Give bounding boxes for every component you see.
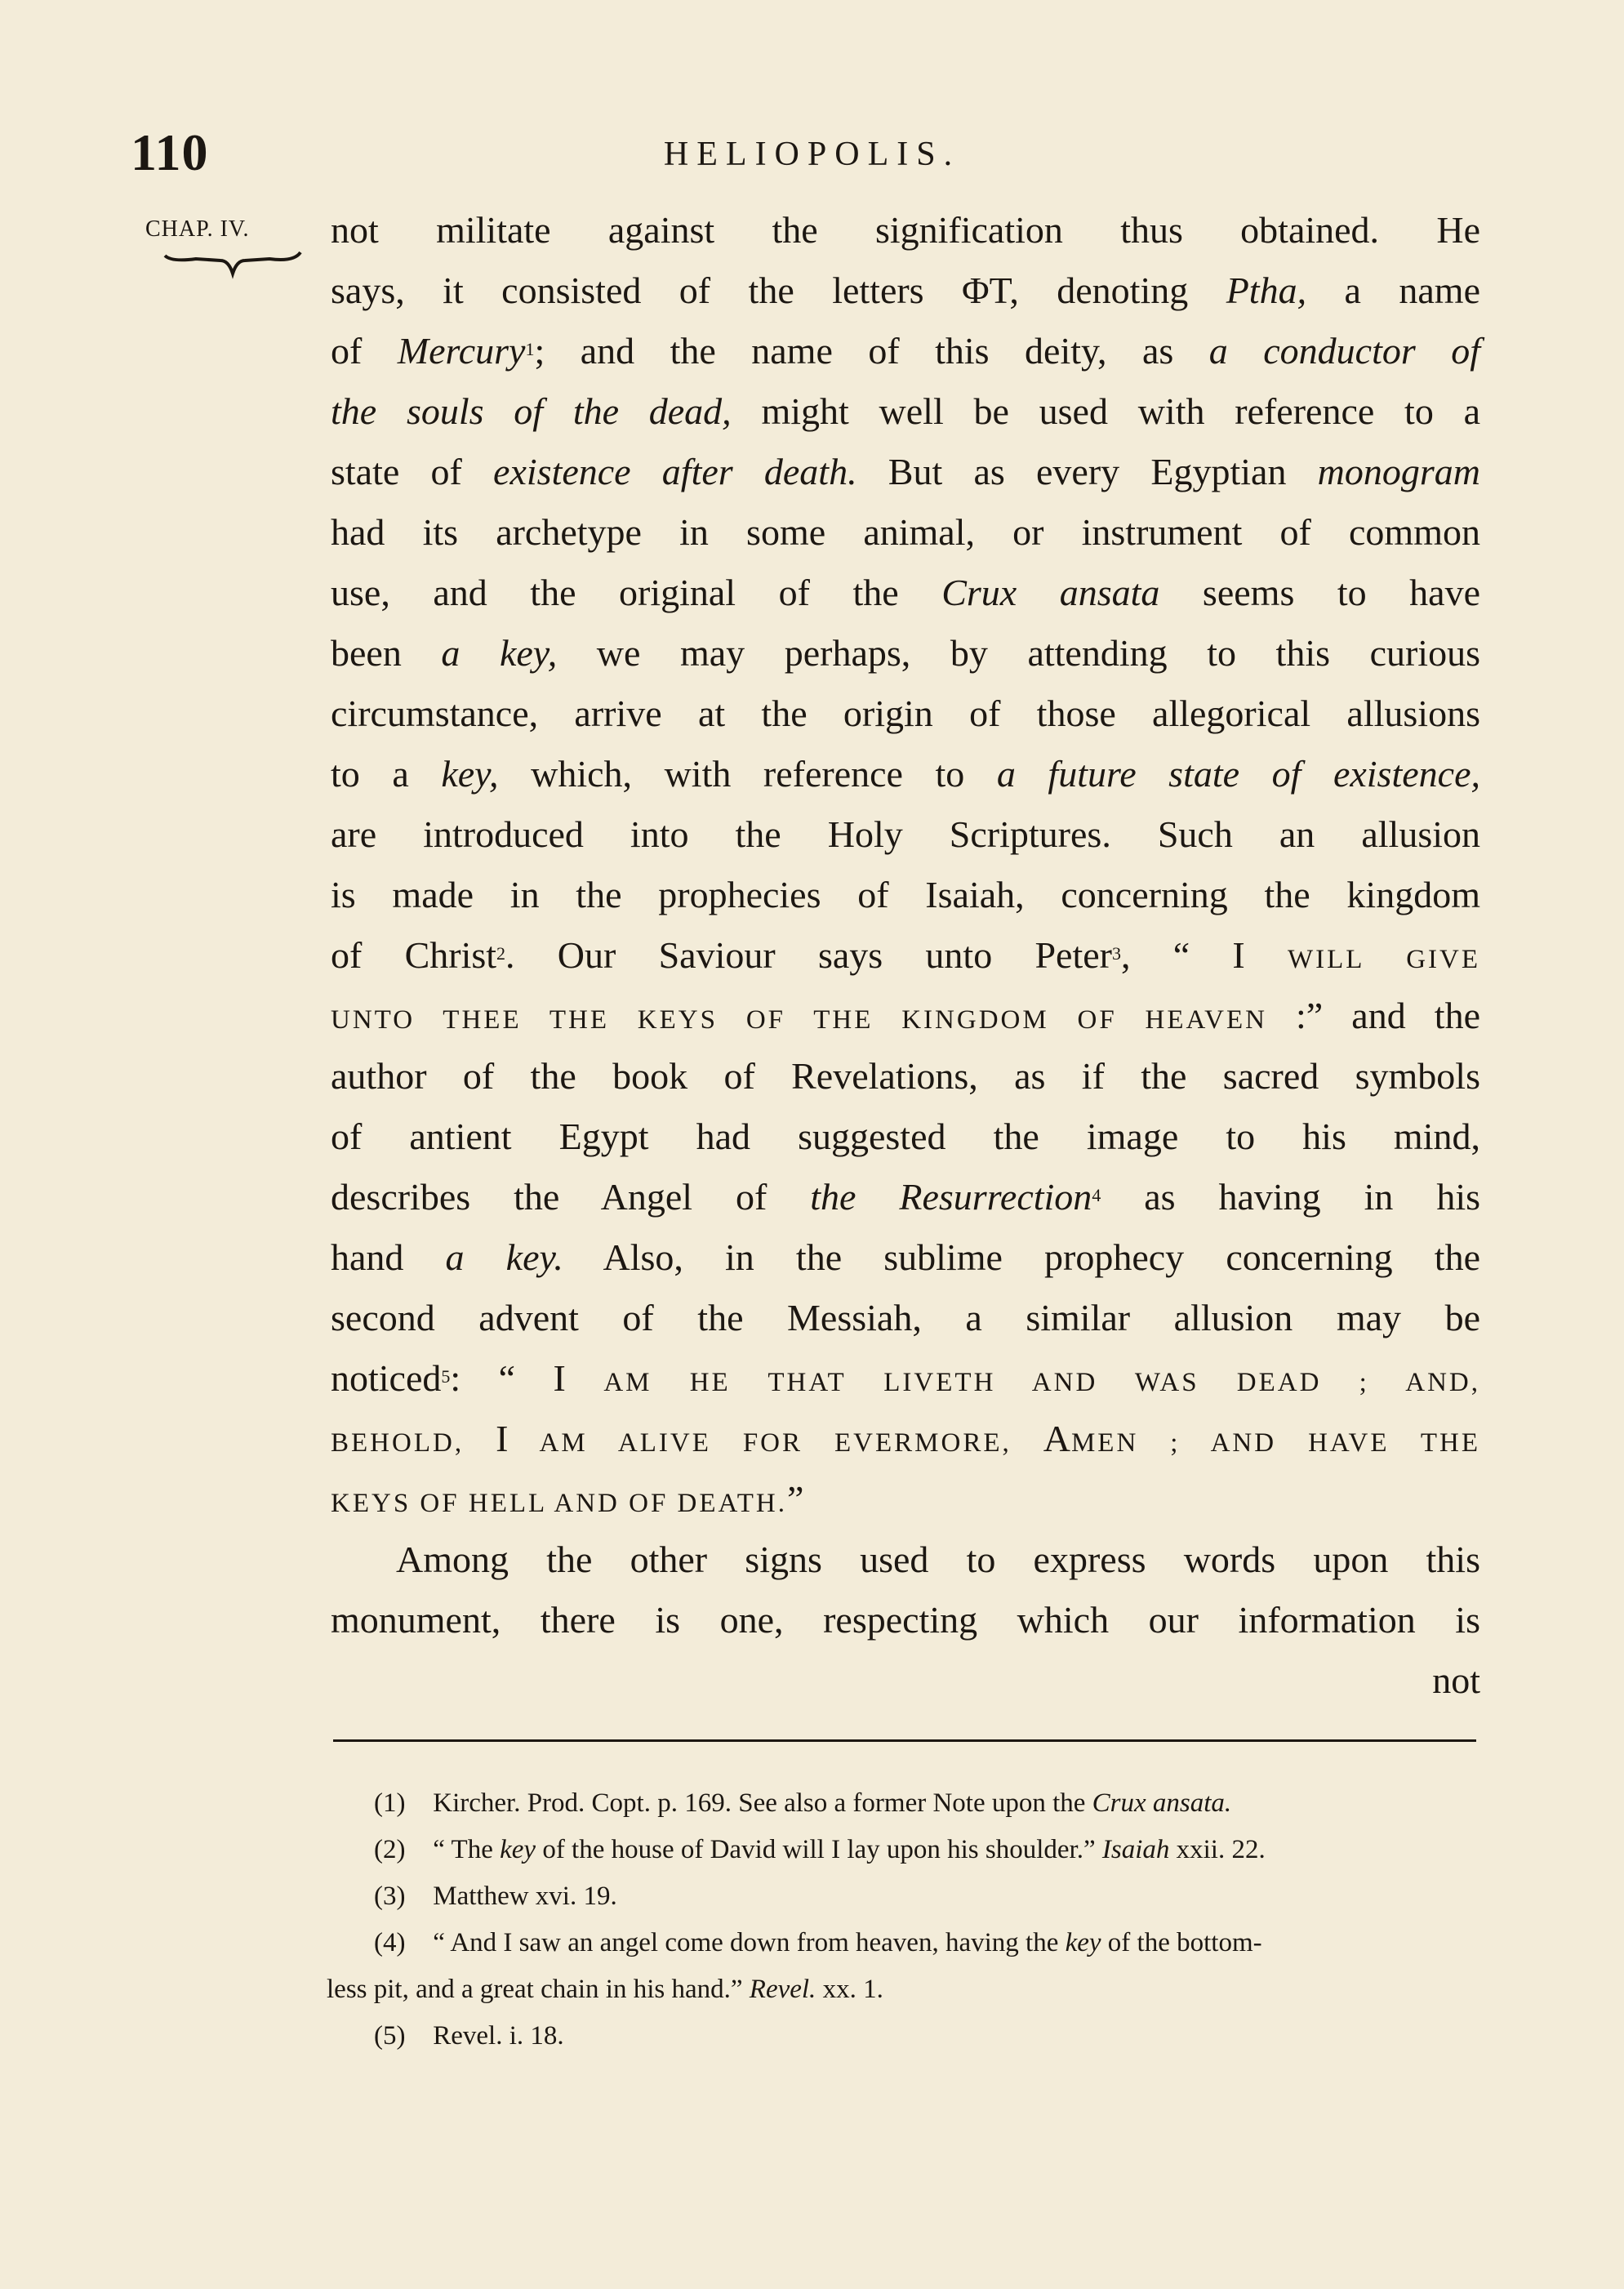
text-line-1: not militate against the signification thus obtained. He <box>331 209 1480 251</box>
text-line-6: had its archetype in some animal, or instrument of common <box>331 511 1480 553</box>
text-line-4: the souls of the dead, might well be used with reference to a <box>331 390 1480 432</box>
footnote-rule <box>333 1739 1476 1742</box>
text-line-11: are introduced into the Holy Scriptures. Such an allusion <box>331 813 1480 855</box>
text-line-2: says, it consisted of the letters ΦT, denoting Ptha, a name <box>331 269 1480 311</box>
body-text <box>331 200 1480 1711</box>
text-line-16: of antient Egypt had suggested the image to his mind, <box>331 1116 1480 1157</box>
footnote-ref-5[interactable]: 5 <box>441 1366 451 1387</box>
footnote-1: (1) Kircher. Prod. Copt. p. 169. See also a former Note upon the Crux ansata. <box>374 1788 1232 1818</box>
text-line-8: been a key, we may perhaps, by attending to this curious <box>331 632 1480 674</box>
text-line-21: BEHOLD, I AM ALIVE FOR EVERMORE, AMEN ; AND HAVE THE <box>331 1418 1481 1459</box>
text-line-12: is made in the prophecies of Isaiah, concerning the kingdom <box>331 874 1480 915</box>
footnote-5: (5) Revel. i. 18. <box>374 2021 564 2051</box>
footnote-ref-1[interactable]: 1 <box>525 339 535 359</box>
running-title: HELIOPOLIS. <box>663 136 961 173</box>
chapter-label: CHAP. IV. <box>145 216 250 242</box>
text-line-10: to a key, which, with reference to a future state of existence, <box>331 753 1480 795</box>
footnote-4: (4) “ And I saw an angel come down from heaven, having the key of the bottom- <box>374 1928 1262 1957</box>
text-line-7: use, and the original of the Crux ansata seems to have <box>331 572 1481 613</box>
text-line-3: of Mercury$^1$; and the name of this deity, as a conductor of <box>331 330 1481 372</box>
footnote-ref-3[interactable]: 3 <box>1111 943 1121 964</box>
text-line-13: of Christ$^2$. Our Saviour says unto Peter$^3$, “ I WILL GIVE <box>331 934 1481 976</box>
page-number: 110 <box>131 123 209 181</box>
text-line-22: KEYS OF HELL AND OF DEATH.” <box>331 1478 804 1520</box>
catchword: not <box>1432 1659 1480 1701</box>
footnote-ref-2[interactable]: 2 <box>496 943 506 964</box>
text-line-20: noticed$^5$: “ I AM HE THAT LIVETH AND WAS DEAD ; AND, <box>331 1357 1480 1399</box>
footnote-2: (2) “ The key of the house of David will I lay upon his shoulder.” Isaiah xxii. 22. <box>374 1835 1266 1864</box>
footnote-3: (3) Matthew xvi. 19. <box>374 1882 617 1911</box>
text-line-17: describes the Angel of the Resurrection$^4$ as having in his <box>331 1176 1481 1218</box>
text-line-15: author of the book of Revelations, as if the sacred symbols <box>331 1055 1480 1097</box>
text-line-19: second advent of the Messiah, a similar allusion may be <box>331 1297 1480 1338</box>
text-line-24: monument, there is one, respecting which our information is <box>331 1599 1480 1641</box>
text-line-5: state of existence after death. But as every Egyptian monogram <box>331 451 1480 492</box>
text-line-14: UNTO THEE THE KEYS OF THE KINGDOM OF HEAVEN :” and the <box>331 995 1480 1036</box>
text-line-18: hand a key. Also, in the sublime prophecy concerning the <box>331 1236 1480 1278</box>
text-line-23: Among the other signs used to express words upon this <box>396 1539 1480 1580</box>
text-line-9: circumstance, arrive at the origin of those allegorical allusions <box>331 692 1480 734</box>
footnote-ref-4[interactable]: 4 <box>1092 1185 1101 1205</box>
chapter-brace-ornament <box>163 249 302 282</box>
footnotes <box>327 1780 1478 2060</box>
footnote-4-continued: less pit, and a great chain in his hand.” Revel. xx. 1. <box>327 1975 883 2004</box>
